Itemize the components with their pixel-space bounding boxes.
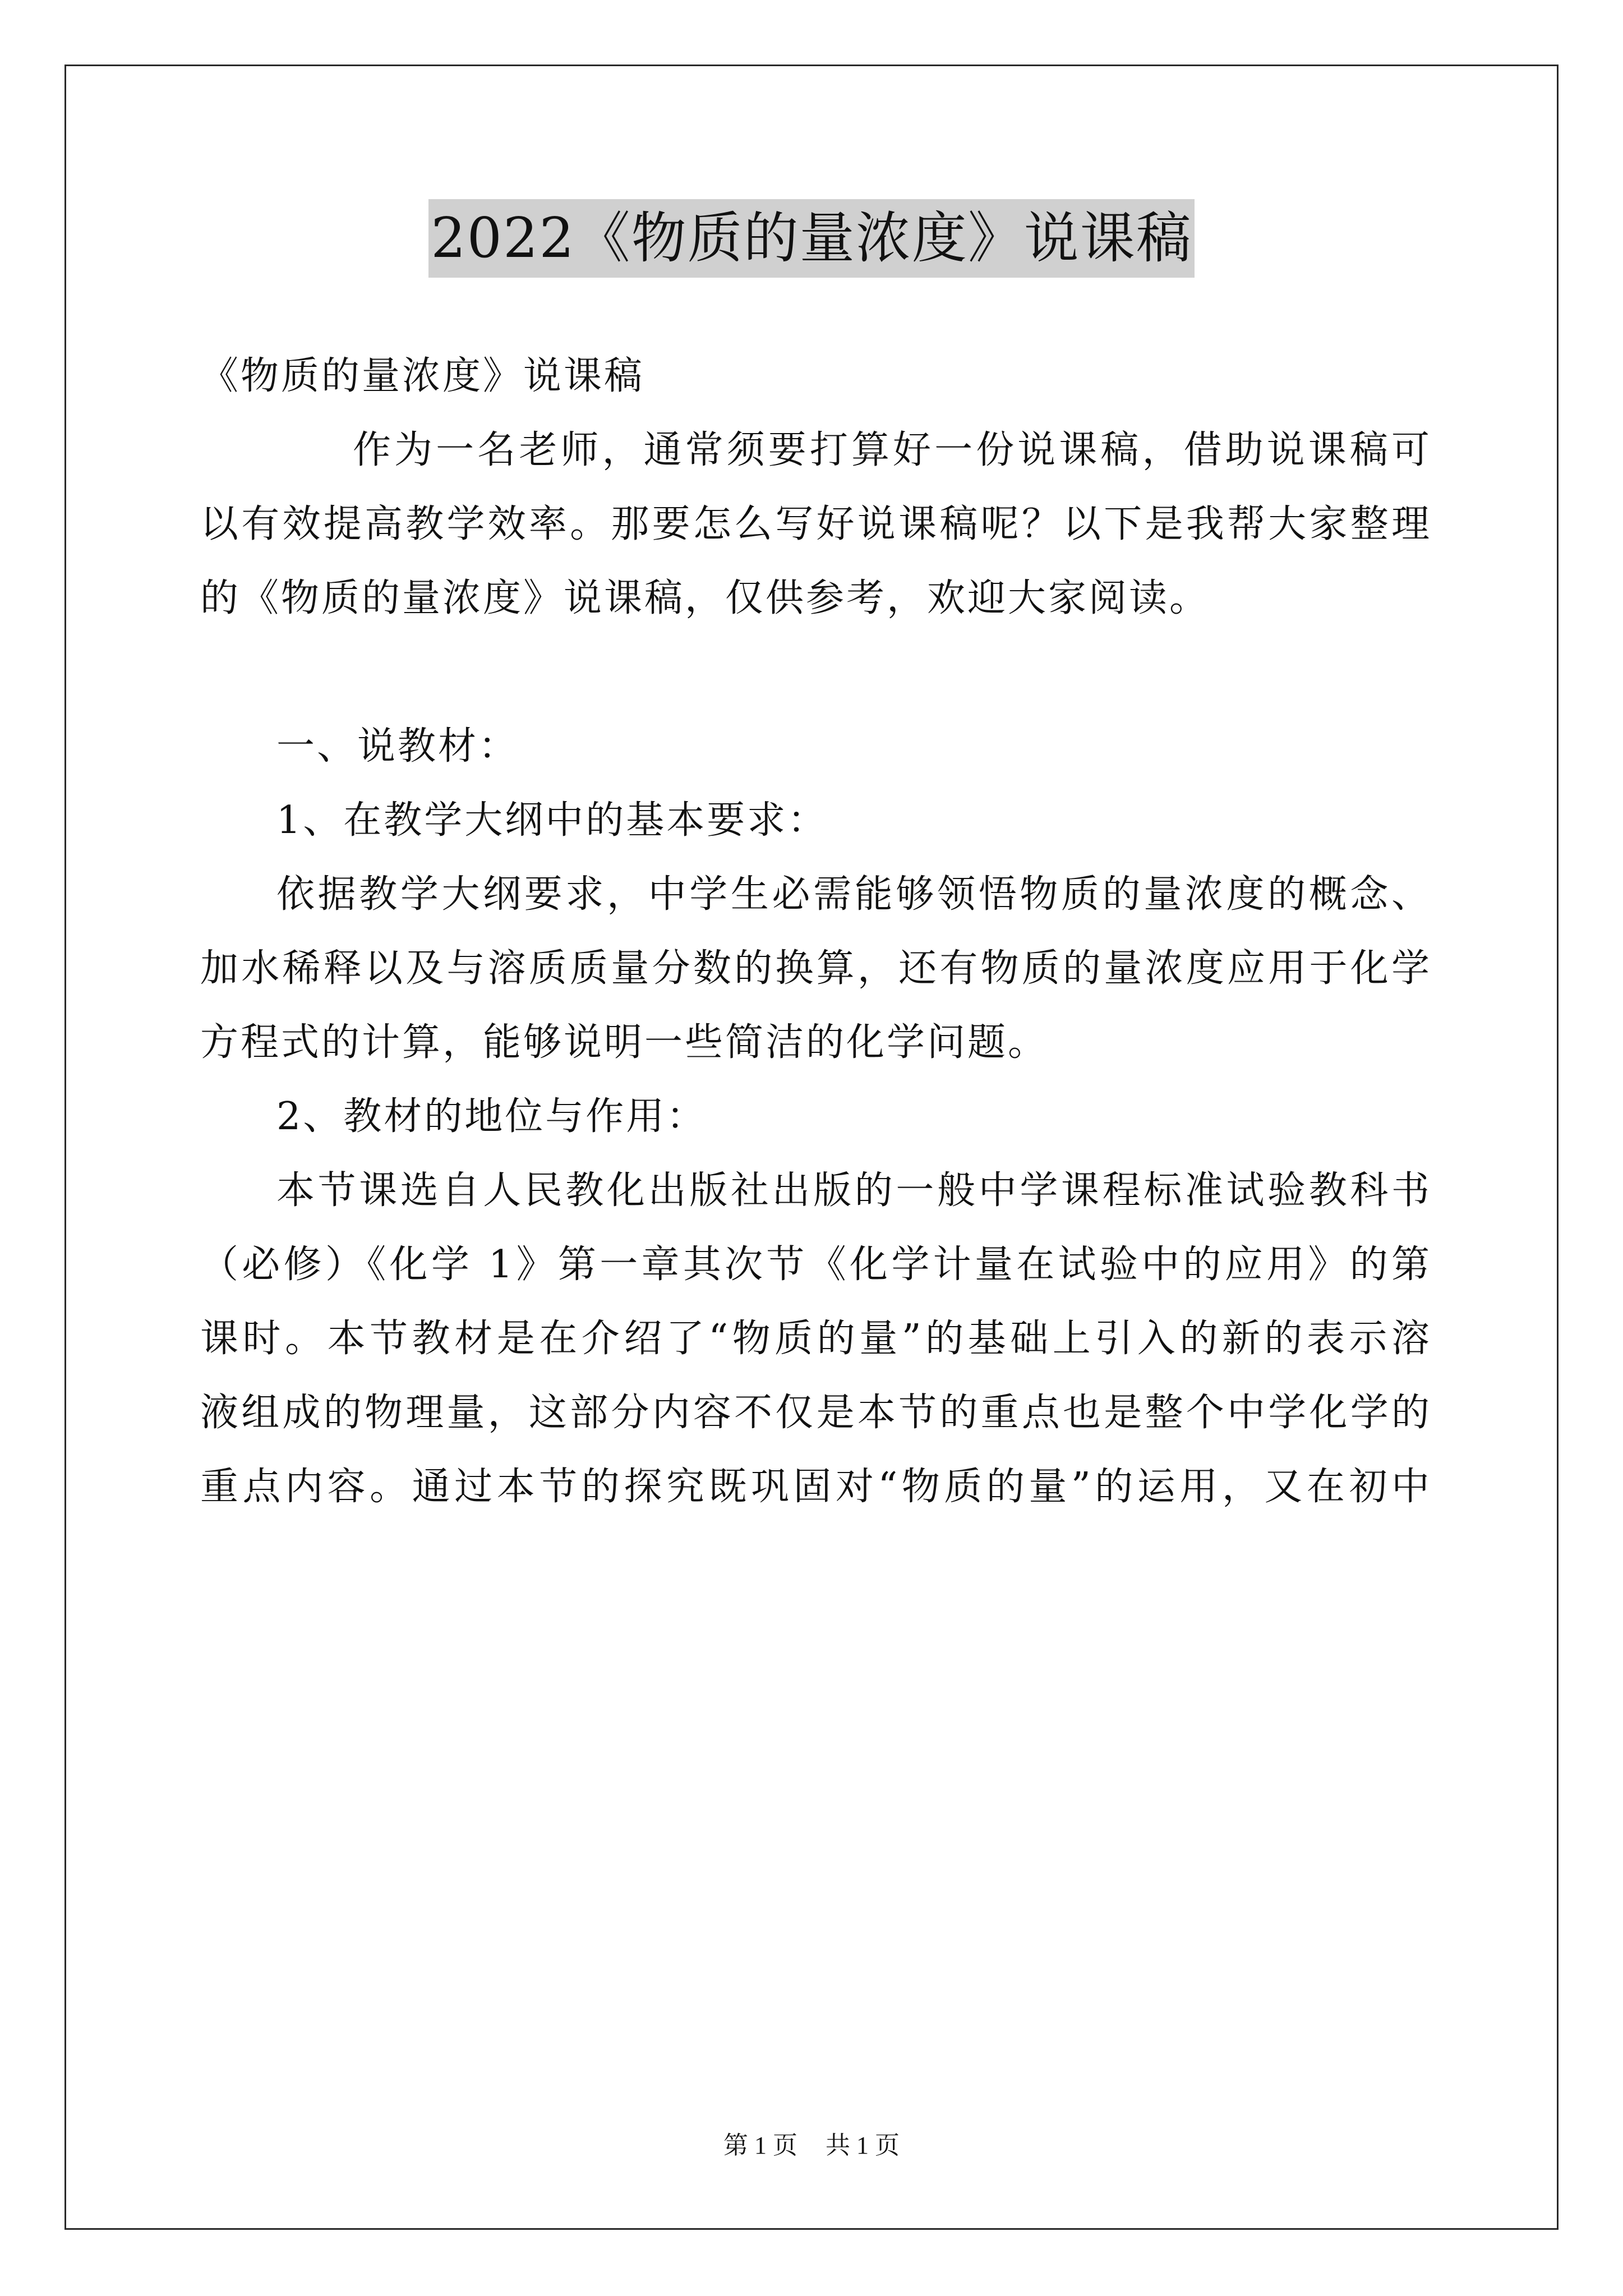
subtitle-line: 《物质的量浓度》说课稿 — [200, 354, 645, 398]
paragraph-line: （必修）《化学 1》第一章其次节《化学计量在试验中的应用》的第 — [200, 1243, 1432, 1287]
subsection-heading: 2、教材的地位与作用： — [276, 1094, 707, 1139]
section-heading: 一、说教材： — [276, 724, 519, 769]
blank-line — [200, 636, 1432, 710]
page-total: 共 1 页 — [826, 2132, 900, 2159]
document-title: 2022《物质的量浓度》说课稿 — [428, 199, 1194, 278]
paragraph-line: 加水稀释以及与溶质质量分数的换算，还有物质的量浓度应用于化学 — [200, 946, 1432, 991]
paragraph-line: 重点内容。通过本节的探究既巩固对“物质的量”的运用，又在初中 — [200, 1465, 1432, 1509]
paragraph-line: 作为一名老师，通常须要打算好一份说课稿，借助说课稿可 — [353, 428, 1432, 472]
title-container — [0, 199, 1623, 278]
page-number: 第 1 页 — [723, 2132, 797, 2159]
paragraph-line: 方程式的计算，能够说明一些简洁的化学问题。 — [200, 1020, 1049, 1065]
subsection-heading: 1、在教学大纲中的基本要求： — [276, 798, 828, 843]
paragraph-line: 以有效提高教学效率。那要怎么写好说课稿呢？以下是我帮大家整理 — [200, 502, 1432, 546]
paragraph-line: 依据教学大纲要求，中学生必需能够领悟物质的量浓度的概念、 — [276, 872, 1432, 917]
page-footer — [0, 2129, 1623, 2162]
paragraph-line: 课时。本节教材是在介绍了“物质的量”的基础上引入的新的表示溶 — [200, 1317, 1432, 1361]
paragraph-line: 液组成的物理量，这部分内容不仅是本节的重点也是整个中学化学的 — [200, 1391, 1432, 1435]
document-body — [200, 339, 1432, 1524]
paragraph-line: 本节课选自人民教化出版社出版的一般中学课程标准试验教科书 — [276, 1168, 1432, 1213]
paragraph-line: 的《物质的量浓度》说课稿，仅供参考，欢迎大家阅读。 — [200, 576, 1210, 620]
